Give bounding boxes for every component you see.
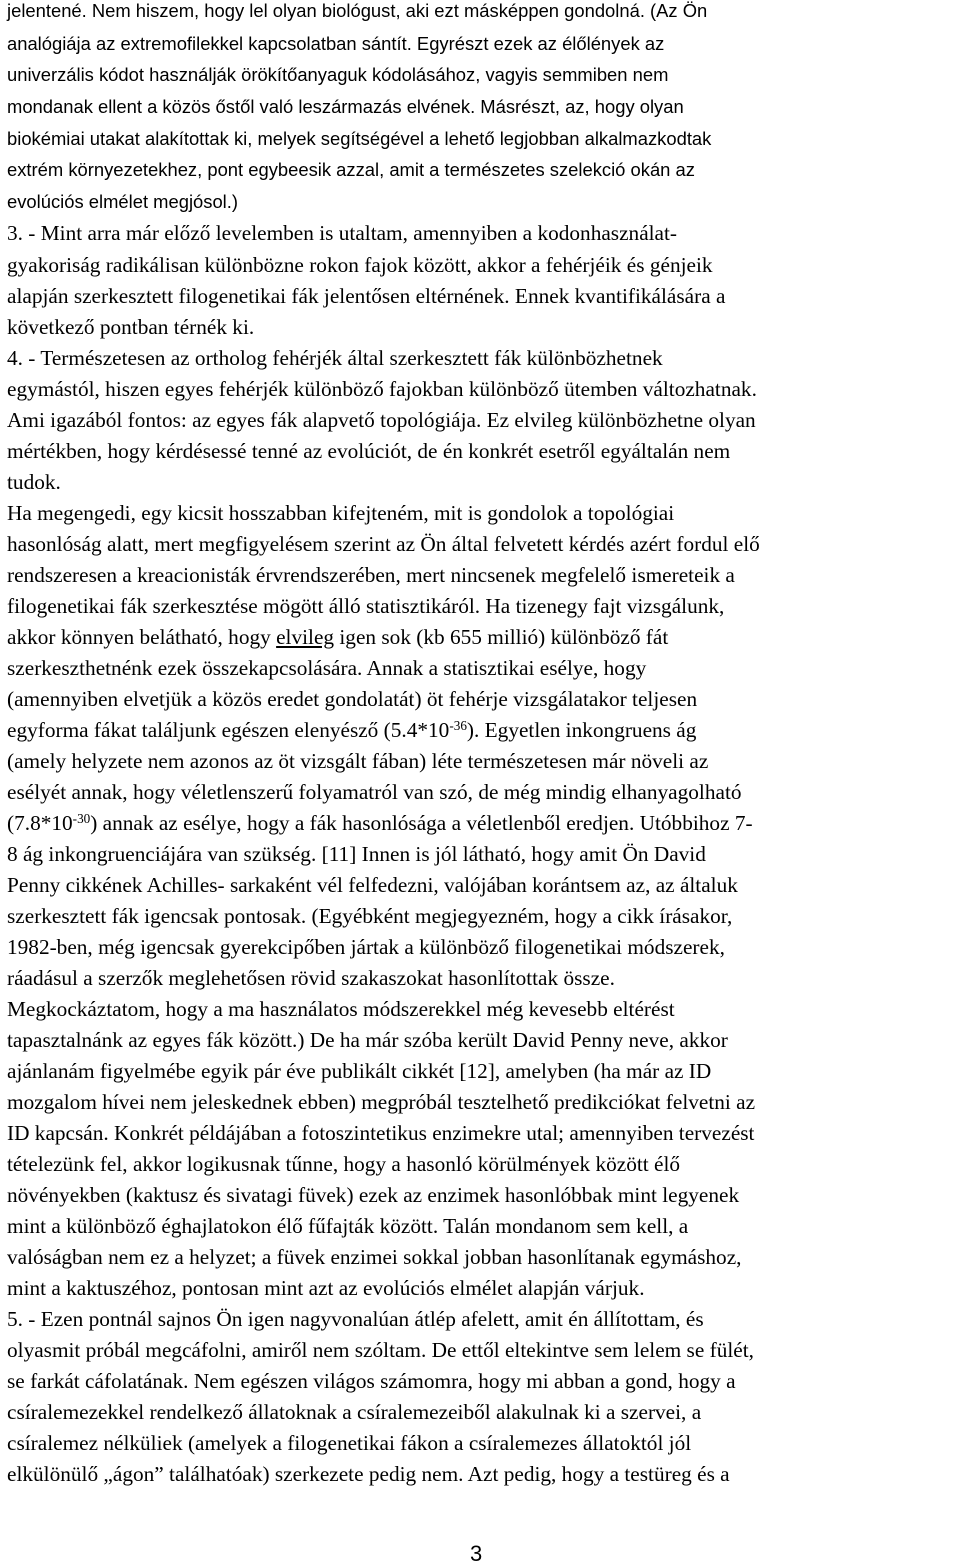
text-line [7,96,684,118]
text-line: tudok. [7,470,61,494]
text-line: gyakoriság radikálisan különbözne rokon fajok között, akkor a fehérjéik és génjeik [7,253,713,277]
text-line: csíralemezekkel rendelkező állatoknak a csíralemezeiből alakulnak ki a szervei, a [7,1400,702,1424]
text-line: mint a kaktuszéhoz, pontosan mint azt az evolúciós elmélet alapján várjuk. [7,1276,645,1300]
text-line: tapasztalnánk az egyes fák között.) De ha már szóba került David Penny neve, akkor [7,1028,728,1052]
text-line: mint a különböző éghajlatokon élő fűfajták között. Talán mondanom sem kell, a [7,1214,689,1238]
text-line: Ami igazából fontos: az egyes fák alapvető topológiája. Ez elvileg különbözhetne olyan [7,408,756,432]
text-line [7,625,668,650]
text-line [7,811,753,836]
text-line: (amennyiben elvetjük a közös eredet gondolatát) öt fehérje vizsgálatakor teljesen [7,687,698,711]
text-line: szerkesztett fák igencsak pontosak. (Egyébként megjegyezném, hogy a cikk írásakor, [7,904,733,928]
text-run: egyforma fákat találjunk egészen elenyésző (5.4*10 [7,718,450,742]
page-number: 3 [470,1541,483,1566]
text-line: csíralemez nélküliek (amelyek a filogenetikai fákon a csíralemezes állatoktól jól [7,1431,692,1455]
text-run: igen sok (kb 655 millió) különböző fát [334,625,669,649]
text-line: mozgalom hívei nem jeleskednek ebben) megpróbál tesztelhető predikciókat felvetni az [7,1090,756,1114]
text-line: hasonlóság alatt, mert megfigyelésem szerint az Ön által felvetett kérdés azért fordul elő [7,532,760,556]
text-line: 8 ág inkongruenciájára van szükség. [11] Innen is jól látható, hogy amit Ön David [7,842,706,866]
underlined-word: elvileg [276,625,335,649]
text-line: ajánlanám figyelmébe egyik pár éve publikált cikkét [12], amelyben (ha már az ID [7,1059,712,1083]
exponent: -30 [72,810,91,826]
text-line: biokémiai utakat alakítottak ki, melyek segítségével a lehető legjobban alkalmazkodtak [7,128,712,149]
text-run: (7.8*10 [7,811,73,835]
text-run: mondanak ellent a közös őstől való leszármazás elvének. Másrészt, az, hogy olyan [7,96,684,117]
text-line: 3. - Mint arra már előző levelemben is utaltam, amennyiben a kodonhasználat- [7,221,678,245]
text-line: (amely helyzete nem azonos az öt vizsgált fában) léte természetesen már növeli az [7,749,709,773]
text-line: analógiája az extremofilekkel kapcsolatban sántít. Egyrészt ezek az élőlények az [7,33,665,54]
text-line: valóságban nem ez a helyzet; a füvek enzimei sokkal jobban hasonlítanak egymáshoz, [7,1245,742,1269]
text-line: tételezünk fel, akkor logikusnak tűnne, hogy a hasonló körülmények között élő [7,1152,681,1176]
text-run: akkor könnyen belátható, hogy [7,625,277,649]
text-line: jelentené. Nem hiszem, hogy lel olyan biológust, aki ezt másképpen gondolná. (Az Ön [7,0,708,21]
text-line: univerzális kódot használják örökítőanyaguk kódolásához, vagyis semmiben nem [7,64,669,85]
text-line: evolúciós elmélet megjósol.) [7,191,239,212]
text-line: 5. - Ezen pontnál sajnos Ön igen nagyvonalúan átlép afelett, amit én állítottam, és [7,1307,704,1331]
text-line: rendszeresen a kreacionisták érvrendszerében, mert nincsenek megfelelő ismereteik a [7,563,735,587]
exponent: -36 [449,717,467,733]
text-line: ID kapcsán. Konkrét példájában a fotoszintetikus enzimekre utal; amennyiben tervezést [7,1121,755,1145]
text-line [7,718,696,743]
text-line: se farkát cáfolatának. Nem egészen világos számomra, hogy mi abban a gond, hogy a [7,1369,736,1393]
text-run: ). Egyetlen inkongruens ág [466,718,697,742]
text-line: növényekben (kaktusz és sivatagi füvek) ezek az enzimek hasonlóbbak mint legyenek [7,1183,740,1207]
text-line: egymástól, hiszen egyes fehérjék különböző fajokban különböző ütemben változhatnak. [7,377,757,401]
text-line: esélyét annak, hogy véletlenszerű folyamatról van szó, de még mindig elhanyagolható [7,780,742,804]
text-line: 1982-ben, még igencsak gyerekcipőben jártak a különböző filogenetikai módszerek, [7,935,725,959]
text-line: Ha megengedi, egy kicsit hosszabban kifejteném, mit is gondolok a topológiai [7,501,675,525]
text-line: szerkeszthetnénk ezek összekapcsolására. Annak a statisztikai esélye, hogy [7,656,647,680]
text-line: Megkockáztatom, hogy a ma használatos módszerekkel még kevesebb eltérést [7,997,675,1021]
text-line: mértékben, hogy kérdésessé tenné az evolúciót, de én konkrét esetről egyáltalán nem [7,439,731,463]
text-line: elkülönülő „ágon” találhatóak) szerkezete pedig nem. Azt pedig, hogy a testüreg és a [7,1462,730,1486]
text-line: Penny cikkének Achilles- sarkaként vél felfedezni, valójában korántsem az, az általuk [7,873,738,897]
text-line: alapján szerkesztett filogenetikai fák jelentősen eltérnének. Ennek kvantifikálására a [7,284,726,308]
text-line: olyasmit próbál megcáfolni, amiről nem szóltam. De ettől eltekintve sem lelem se fülét, [7,1338,754,1362]
text-line: 4. - Természetesen az ortholog fehérjék által szerkesztett fák különbözhetnek [7,346,663,370]
text-line: következő pontban térnék ki. [7,315,255,339]
text-line: extrém környezetekhez, pont egybeesik azzal, amit a természetes szelekció okán az [7,159,695,180]
text-run: ) annak az esélye, hogy a fák hasonlósága a véletlenből eredjen. Utóbbihoz 7- [90,811,753,835]
text-line: filogenetikai fák szerkesztése mögött álló statisztikáról. Ha tizenegy fajt vizsgálunk, [7,594,725,618]
text-line: ráadásul a szerzők meglehetősen rövid szakaszokat hasonlítottak össze. [7,966,615,990]
